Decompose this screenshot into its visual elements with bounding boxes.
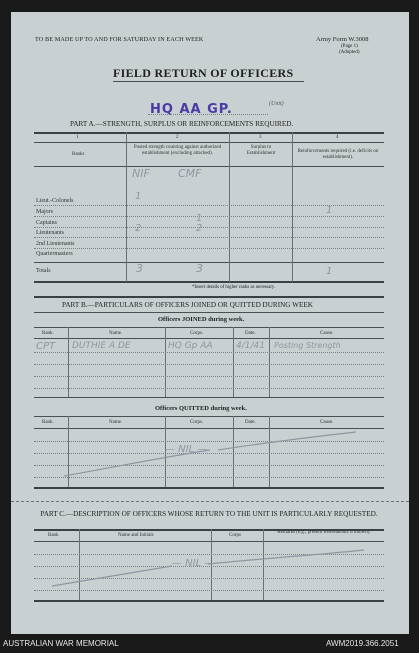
col-number-2: 2: [176, 135, 179, 140]
part-a-num-rule: [34, 142, 384, 143]
joined-dots-2: [34, 364, 384, 365]
joined-bottom-rule: [34, 397, 384, 398]
joined-col-rank: Rank.: [42, 331, 54, 336]
part-c-col-corps: Corps: [229, 533, 241, 538]
unit-label: (Unit): [269, 101, 284, 107]
row-dots-2: [34, 216, 384, 217]
part-c-nil-text: — NIL —: [172, 558, 215, 569]
top-note: TO BE MADE UP TO AND FOR SATURDAY IN EACH WEEK: [35, 36, 204, 43]
title-underline: [113, 81, 304, 82]
form-adopted: (Adopted): [339, 50, 360, 55]
form-number: Army Form W.3008: [316, 36, 369, 43]
rank-2nd-lieutenants: 2nd Lieutenants: [36, 241, 75, 247]
part-a-totals-rule: [34, 262, 384, 263]
quitted-col-cause: Cause.: [320, 420, 334, 425]
col-header-ranks: Ranks: [72, 152, 85, 157]
page-title: FIELD RETURN OF OFFICERS: [113, 66, 294, 80]
part-a-col-3: [292, 132, 293, 282]
part-c-dots-4: [34, 590, 384, 591]
val-captains-cmf: 1: [196, 213, 203, 224]
part-c-col-name: Name and Initials: [118, 533, 154, 538]
part-a-col-2: [229, 132, 230, 282]
part-b-top-rule: [34, 296, 384, 298]
form-page: (Page 1): [341, 44, 358, 49]
part-a-bottom-rule: [34, 281, 384, 283]
caption-right: AWM2019.366.2051: [326, 639, 399, 648]
joined-cause-value: Posting Strength: [274, 341, 341, 350]
row-dots-4: [34, 237, 384, 238]
joined-col-date: Date.: [245, 331, 256, 336]
val-lieutenants-nif: 2: [135, 223, 142, 234]
joined-top-rule: [34, 327, 384, 328]
quitted-col-date: Date.: [245, 420, 256, 425]
val-totals-cmf: 3: [196, 262, 203, 275]
row-dots-3: [34, 227, 384, 228]
joined-dots-4: [34, 388, 384, 389]
col-number-3: 3: [259, 135, 262, 140]
quitted-top-rule: [34, 416, 384, 417]
part-c-title: PART C.—DESCRIPTION OF OFFICERS WHOSE RETURN TO THE UNIT IS PARTICULARLY REQUESTED.: [40, 510, 378, 518]
rank-majors: Majors: [36, 209, 53, 215]
part-a-header-rule: [34, 166, 384, 167]
joined-corps-value: HQ Gp AA: [168, 341, 213, 351]
rank-quartermasters: Quartermasters: [36, 251, 73, 257]
val-lieutenants-cmf: 2: [196, 223, 203, 234]
joined-date-value: 4/1/41: [236, 341, 265, 351]
rank-lieut-colonels: Lieut.-Colonels: [36, 198, 74, 204]
col-header-posted: Posted strength counting against authorized establishment (excluding attached).: [133, 145, 222, 156]
quitted-title: Officers QUITTED during week.: [155, 405, 247, 412]
part-c-bottom-rule: [34, 600, 384, 602]
joined-rank-value: CPT: [36, 341, 56, 352]
sub-nif: NIF: [132, 167, 150, 180]
col-number-4: 4: [336, 135, 339, 140]
part-a-col-1: [126, 132, 127, 282]
part-c-col-remarks: Remarks (e.g., present whereabouts if known).: [277, 530, 371, 535]
rank-captains: Captains: [36, 220, 57, 226]
quitted-col-rank: Rank.: [42, 420, 54, 425]
unit-dotted-line: [148, 114, 268, 115]
joined-title: Officers JOINED during week.: [158, 316, 245, 323]
col-header-reinforcements: Reinforcements required (i.e. deficits on establishment).: [297, 149, 379, 160]
joined-header-rule: [34, 338, 384, 339]
part-c-header-rule: [34, 541, 384, 542]
part-c-nil-stroke: [48, 548, 368, 590]
joined-col-4: [269, 327, 270, 397]
rank-lieutenants: Lieutenants: [36, 230, 64, 236]
col-number-1: 1: [76, 135, 79, 140]
col-header-surplus: Surplus to Establishment: [246, 145, 276, 156]
joined-col-3: [233, 327, 234, 397]
unit-stamp: HQ AA GP.: [150, 102, 233, 117]
part-c-col-rank: Rank: [48, 533, 59, 538]
val-totals-nif: 3: [136, 262, 143, 275]
val-totals-reinf: 1: [326, 266, 333, 277]
joined-col-name: Name.: [109, 331, 123, 336]
val-majors-reinf: 1: [326, 205, 333, 216]
joined-col-1: [68, 327, 69, 397]
joined-col-2: [165, 327, 166, 397]
joined-dots-3: [34, 376, 384, 377]
joined-col-cause: Cause.: [320, 331, 334, 336]
sub-cmf: CMF: [178, 167, 202, 180]
joined-dots-1: [34, 352, 384, 353]
part-b-title-rule: [34, 312, 384, 313]
rank-totals: Totals: [36, 268, 51, 274]
quitted-col-name: Name.: [109, 420, 123, 425]
caption-left: AUSTRALIAN WAR MEMORIAL: [3, 639, 119, 648]
joined-name-value: DUTHIE A DE: [72, 341, 131, 351]
val-ltcol-nif: 1: [135, 191, 142, 202]
part-a-title: PART A.—STRENGTH, SURPLUS OR REINFORCEMENTS REQUIRED.: [70, 120, 294, 128]
part-b-title: PART B.—PARTICULARS OF OFFICERS JOINED OR QUITTED DURING WEEK: [62, 301, 313, 309]
joined-col-corps: Corps.: [190, 331, 204, 336]
row-dots-5: [34, 248, 384, 249]
part-a-footnote: *Insert details of higher ranks as necessary.: [192, 285, 276, 290]
part-a-top-rule: [34, 132, 384, 134]
perforation: [11, 501, 409, 502]
quitted-nil-stroke: [60, 428, 360, 480]
quitted-col-corps: Corps.: [190, 420, 204, 425]
quitted-bottom-rule: [34, 487, 384, 489]
quitted-nil-text: — NIL —: [165, 444, 208, 455]
